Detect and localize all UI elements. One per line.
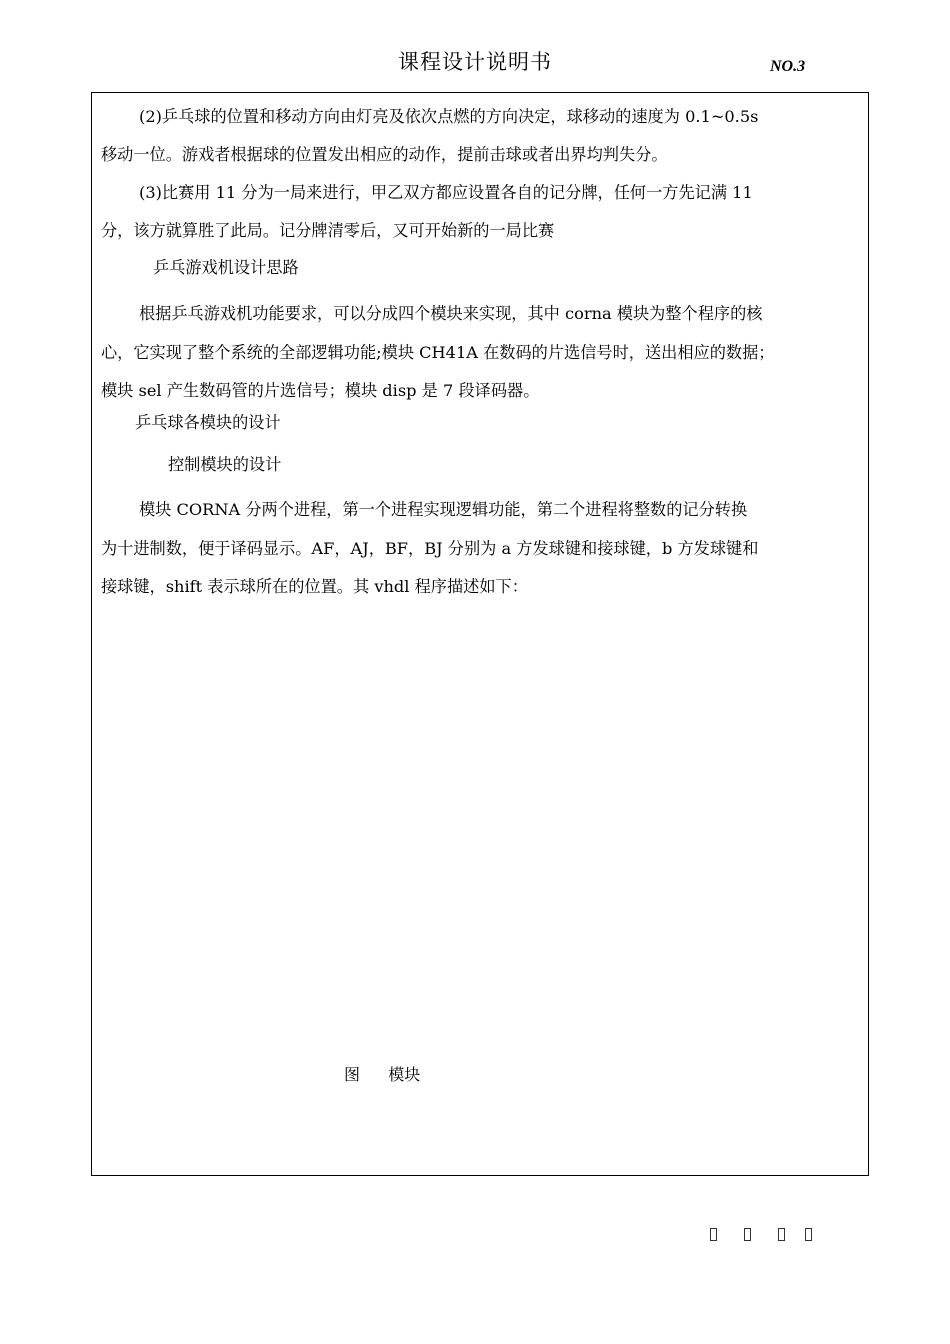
- footer-placeholder-glyphs: [710, 1228, 839, 1245]
- missing-glyph-icon: [710, 1228, 717, 1241]
- paragraph-1-line-1: (2)乒乓球的位置和移动方向由灯亮及依次点燃的方向决定，球移动的速度为 0.1~0.5s: [139, 107, 759, 126]
- paragraph-4-line-2: 为十进制数，便于译码显示。AF，AJ，BF，BJ 分别为 a 方发球键和接球键，b 方发球键和: [101, 539, 759, 558]
- missing-glyph-icon: [744, 1228, 751, 1241]
- paragraph-3-line-3: 模块 sel 产生数码管的片选信号；模块 disp 是 7 段译码器。: [101, 381, 540, 400]
- missing-glyph-icon: [778, 1228, 785, 1241]
- paragraph-1-line-2: 移动一位。游戏者根据球的位置发出相应的动作，提前击球或者出界均判失分。: [101, 145, 668, 164]
- paragraph-2-line-1: (3)比赛用 11 分为一局来进行，甲乙双方都应设置各自的记分牌，任何一方先记满 11: [139, 183, 753, 202]
- paragraph-4-line-1: 模块 CORNA 分两个进程，第一个进程实现逻辑功能，第二个进程将整数的记分转换: [139, 500, 748, 519]
- paragraph-4-line-3: 接球键，shift 表示球所在的位置。其 vhdl 程序描述如下：: [101, 577, 528, 596]
- section-heading-module-design: 乒乓球各模块的设计: [135, 413, 281, 432]
- document-title: 课程设计说明书: [398, 50, 552, 74]
- figure-caption-prefix: 图: [344, 1065, 361, 1084]
- section-heading-design-approach: 乒乓游戏机设计思路: [153, 258, 299, 277]
- paragraph-3-line-2: 心，它实现了整个系统的全部逻辑功能;模块 CH41A 在数码的片选信号时，送出相应的数据；: [101, 343, 775, 362]
- subsection-heading-control-module: 控制模块的设计: [168, 455, 282, 474]
- figure-caption-label: 模块: [388, 1065, 421, 1084]
- missing-glyph-icon: [805, 1228, 812, 1241]
- paragraph-3-line-1: 根据乒乓游戏机功能要求，可以分成四个模块来实现，其中 corna 模块为整个程序的核: [139, 304, 763, 323]
- figure-caption: [344, 1062, 420, 1085]
- content-frame: [91, 92, 869, 1176]
- page-number: NO.3: [770, 58, 806, 75]
- paragraph-2-line-2: 分，该方就算胜了此局。记分牌清零后，又可开始新的一局比赛: [101, 221, 555, 240]
